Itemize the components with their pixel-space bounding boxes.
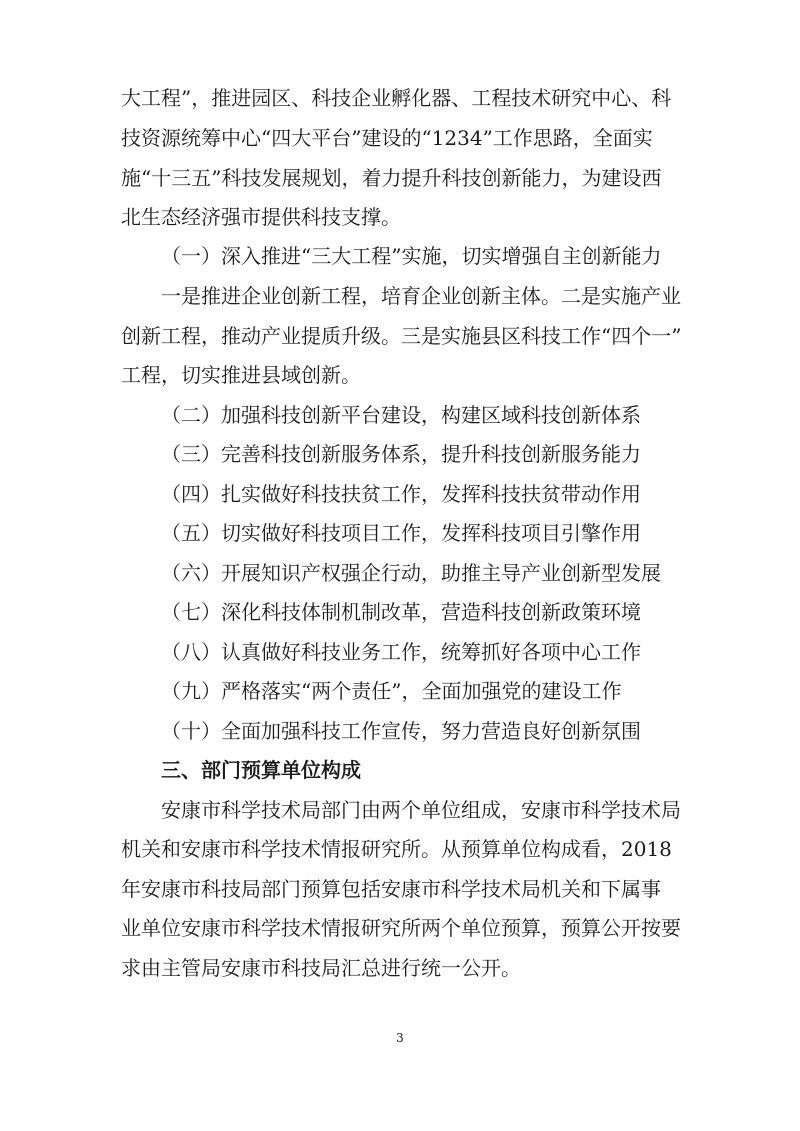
section-one-line-1: 一是推进企业创新工程，培育企业创新主体。二是实施产业 [161, 284, 681, 308]
list-item-4: （四）扎实做好科技扶贫工作，发挥科技扶贫带动作用 [161, 482, 641, 506]
list-item-3: （三）完善科技创新服务体系，提升科技创新服务能力 [161, 442, 641, 466]
list-item-7: （七）深化科技体制机制改革，营造科技创新政策环境 [161, 600, 641, 624]
intro-line-4: 北生态经济强市提供科技支撑。 [121, 205, 401, 229]
list-item-10: （十）全面加强科技工作宣传，努力营造良好创新氛围 [161, 719, 641, 743]
intro-line-3: 施“十三五”科技发展规划，着力提升科技创新能力，为建设西 [121, 166, 662, 190]
section-one-title: （一）深入推进“三大工程”实施，切实增强自主创新能力 [161, 244, 662, 268]
section-one-line-2: 创新工程，推动产业提质升级。三是实施县区科技工作“四个一” [121, 324, 682, 348]
list-item-5: （五）切实做好科技项目工作，发挥科技项目引擎作用 [161, 521, 641, 545]
page-number: 3 [396, 1031, 404, 1045]
intro-line-1: 大工程”，推进园区、科技企业孵化器、工程技术研究中心、科 [121, 86, 672, 110]
list-item-2: （二）加强科技创新平台建设，构建区域科技创新体系 [161, 403, 641, 427]
section-three-heading: 三、部门预算单位构成 [161, 758, 361, 782]
section-three-line-1: 安康市科学技术局部门由两个单位组成，安康市科学技术局 [161, 798, 681, 822]
section-three-line-5: 求由主管局安康市科技局汇总进行统一公开。 [121, 956, 521, 980]
section-one-line-3: 工程，切实推进县域创新。 [121, 363, 361, 387]
list-item-6: （六）开展知识产权强企行动，助推主导产业创新型发展 [161, 561, 661, 585]
section-three-line-2: 机关和安康市科学技术情报研究所。从预算单位构成看，2018 [121, 837, 672, 861]
intro-line-2: 技资源统筹中心“四大平台”建设的“1234”工作思路，全面实 [121, 126, 653, 150]
list-item-9: （九）严格落实“两个责任”，全面加强党的建设工作 [161, 679, 622, 703]
section-three-line-4: 业单位安康市科学技术情报研究所两个单位预算，预算公开按要 [121, 916, 681, 940]
list-item-8: （八）认真做好科技业务工作，统筹抓好各项中心工作 [161, 640, 641, 664]
section-three-line-3: 年安康市科技局部门预算包括安康市科学技术局机关和下属事 [121, 877, 661, 901]
